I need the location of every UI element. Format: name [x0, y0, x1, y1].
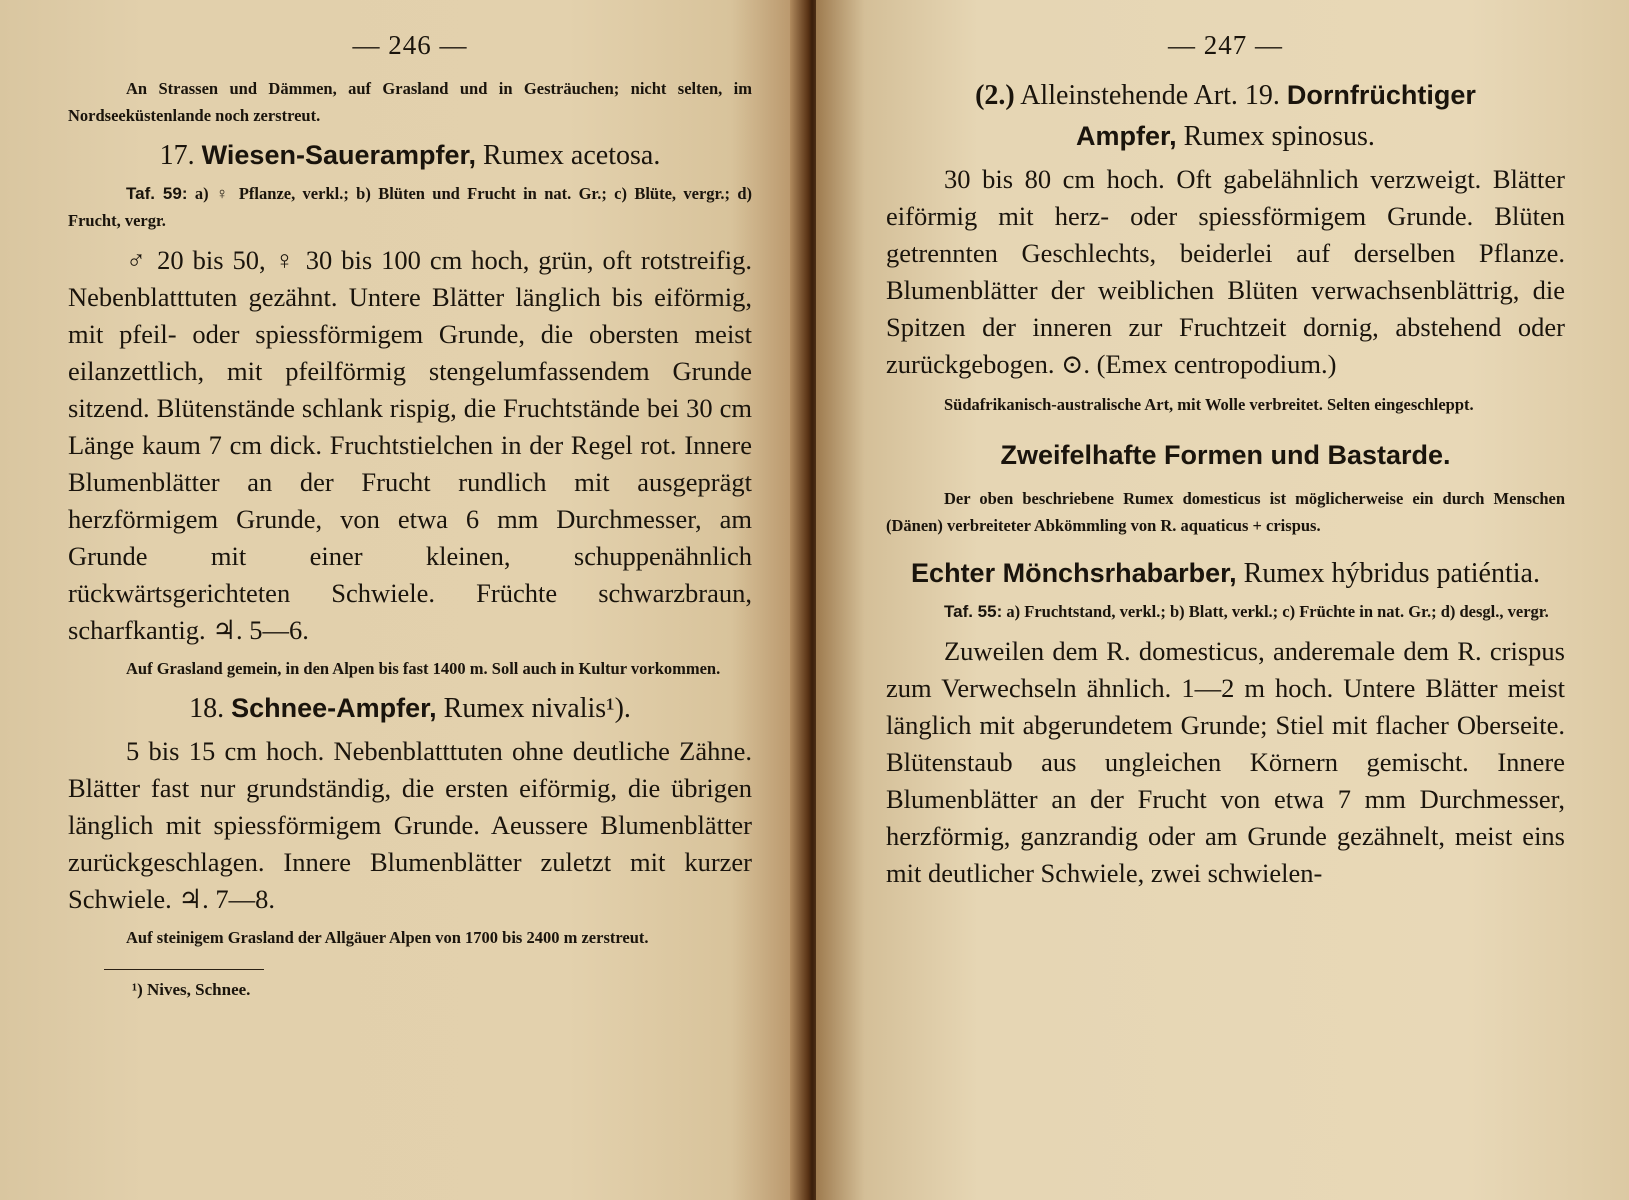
- species-17-name: Wiesen-Sauerampfer,: [201, 140, 477, 170]
- section-text: Der oben beschriebene Rumex domesticus ist möglicherweise ein durch Menschen (Dänen) verbreiteter Abkömmling von R. aquaticus + crispus.: [886, 489, 1565, 535]
- species-19-number: 19.: [1244, 80, 1280, 111]
- footnote-rule: [104, 969, 264, 970]
- plate-label: Taf. 55:: [944, 602, 1003, 621]
- plate-text: a) ♀ Pflanze, verkl.; b) Blüten und Frucht in nat. Gr.; c) Blüte, vergr.; d) Frucht, vergr.: [68, 184, 752, 230]
- species-17-plate: [68, 180, 752, 234]
- species-18-latin: Rumex nivalis¹).: [443, 693, 631, 724]
- hybrid-heading: [886, 553, 1565, 594]
- species-18-description: 5 bis 15 cm hoch. Nebenblatttuten ohne deutliche Zähne. Blätter fast nur grundständig, die ersten eiförmig, die übrigen länglich mit spiessförmigem Grunde. Aeussere Blumenblätter zurückgeschlagen. Innere Blumenblätter zuletzt mit kurzer Schwiele. ♃. 7—8.: [68, 736, 752, 914]
- species-17-latin: Rumex acetosa.: [483, 140, 661, 171]
- page-number-right: — 247 —: [1168, 30, 1283, 60]
- hybrid-name: Echter Mönchsrhabarber,: [911, 558, 1237, 588]
- species-17-habitat: Auf Grasland gemein, in den Alpen bis fast 1400 m. Soll auch in Kultur vorkommen.: [126, 659, 721, 678]
- hybrid-plate: [886, 598, 1565, 625]
- group-prefix: (2.): [975, 80, 1015, 111]
- intro-habitat: An Strassen und Dämmen, auf Grasland und in Gesträuchen; nicht selten, im Nordseeküstenlande noch zerstreut.: [68, 79, 752, 125]
- species-17-number: 17.: [159, 140, 195, 171]
- left-page: [0, 0, 812, 1200]
- species-19-latin: Rumex spinosus.: [1183, 121, 1375, 152]
- species-18-habitat: Auf steinigem Grasland der Allgäuer Alpen von 1700 bis 2400 m zerstreut.: [126, 928, 649, 947]
- species-18-number: 18.: [189, 693, 225, 724]
- footnote: ¹) Nives, Schnee.: [132, 980, 251, 999]
- hybrid-description: Zuweilen dem R. domesticus, anderemale dem R. crispus zum Verwechseln ähnlich. 1—2 m hoch. Untere Blätter meist länglich mit abgerundetem Grunde; Stiel mit flacher Oberseite. Blütenstaub aus ungleichen Körnern gemischt. Innere Blumenblätter an der Frucht von etwa 7 mm Durchmesser, herzförmig, ganzrandig oder am Grunde gezähnelt, meist eins mit deutlicher Schwiele, zwei schwielen-: [886, 636, 1565, 888]
- plate-text: a) Fruchtstand, verkl.; b) Blatt, verkl.; c) Früchte in nat. Gr.; d) desgl., vergr.: [1006, 602, 1549, 621]
- section-title: Zweifelhafte Formen und Bastarde.: [1000, 440, 1451, 470]
- species-17-description: ♂ 20 bis 50, ♀ 30 bis 100 cm hoch, grün, oft rotstreifig. Nebenblatttuten gezähnt. Untere Blätter länglich bis eiförmig, mit pfeil- oder spiessförmigem Grunde, die obersten meist eilanzettlich, mit pfeilförmig stengelumfassendem Grunde sitzend. Blütenstände schlank rispig, die Fruchtstände bei 30 cm Länge kaum 7 cm dick. Fruchtstielchen in der Regel rot. Innere Blumenblätter an der Frucht rundlich mit ausgeprägt herzförmigem Grunde, von etwa 6 mm Durchmesser, am Grunde mit einer kleinen, schuppenähnlich rückwärtsgerichteten Schwiele. Früchte schwarzbraun, scharfkantig. ♃. 5—6.: [68, 245, 752, 645]
- species-18-heading: [68, 688, 752, 729]
- species-19-heading: [886, 75, 1565, 157]
- species-19-name-a: Dornfrüchtiger: [1286, 80, 1476, 110]
- hybrid-latin: Rumex hýbridus patiéntia.: [1243, 558, 1540, 589]
- plate-label: Taf. 59:: [126, 184, 188, 203]
- page-number-left: — 246 —: [352, 30, 468, 60]
- species-19-description: 30 bis 80 cm hoch. Oft gabelähnlich verzweigt. Blätter eiförmig mit herz- oder spiessförmigem Grunde. Blüten getrennten Geschlechts, beiderlei auf derselben Pflanze. Blumenblätter der weiblichen Blüten verwachsenblättrig, die Spitzen der inneren zur Fruchtzeit dornig, abstehend oder zurückgebogen. ⊙. (Emex centropodium.): [886, 164, 1565, 379]
- species-18-name: Schnee-Ampfer,: [231, 693, 437, 723]
- right-page: [816, 0, 1629, 1200]
- species-17-heading: [68, 135, 752, 176]
- group-lead: Alleinstehende Art.: [1020, 80, 1238, 111]
- species-19-habitat: Südafrikanisch-australische Art, mit Wolle verbreitet. Selten eingeschleppt.: [944, 395, 1474, 414]
- species-19-name-b: Ampfer,: [1076, 121, 1177, 151]
